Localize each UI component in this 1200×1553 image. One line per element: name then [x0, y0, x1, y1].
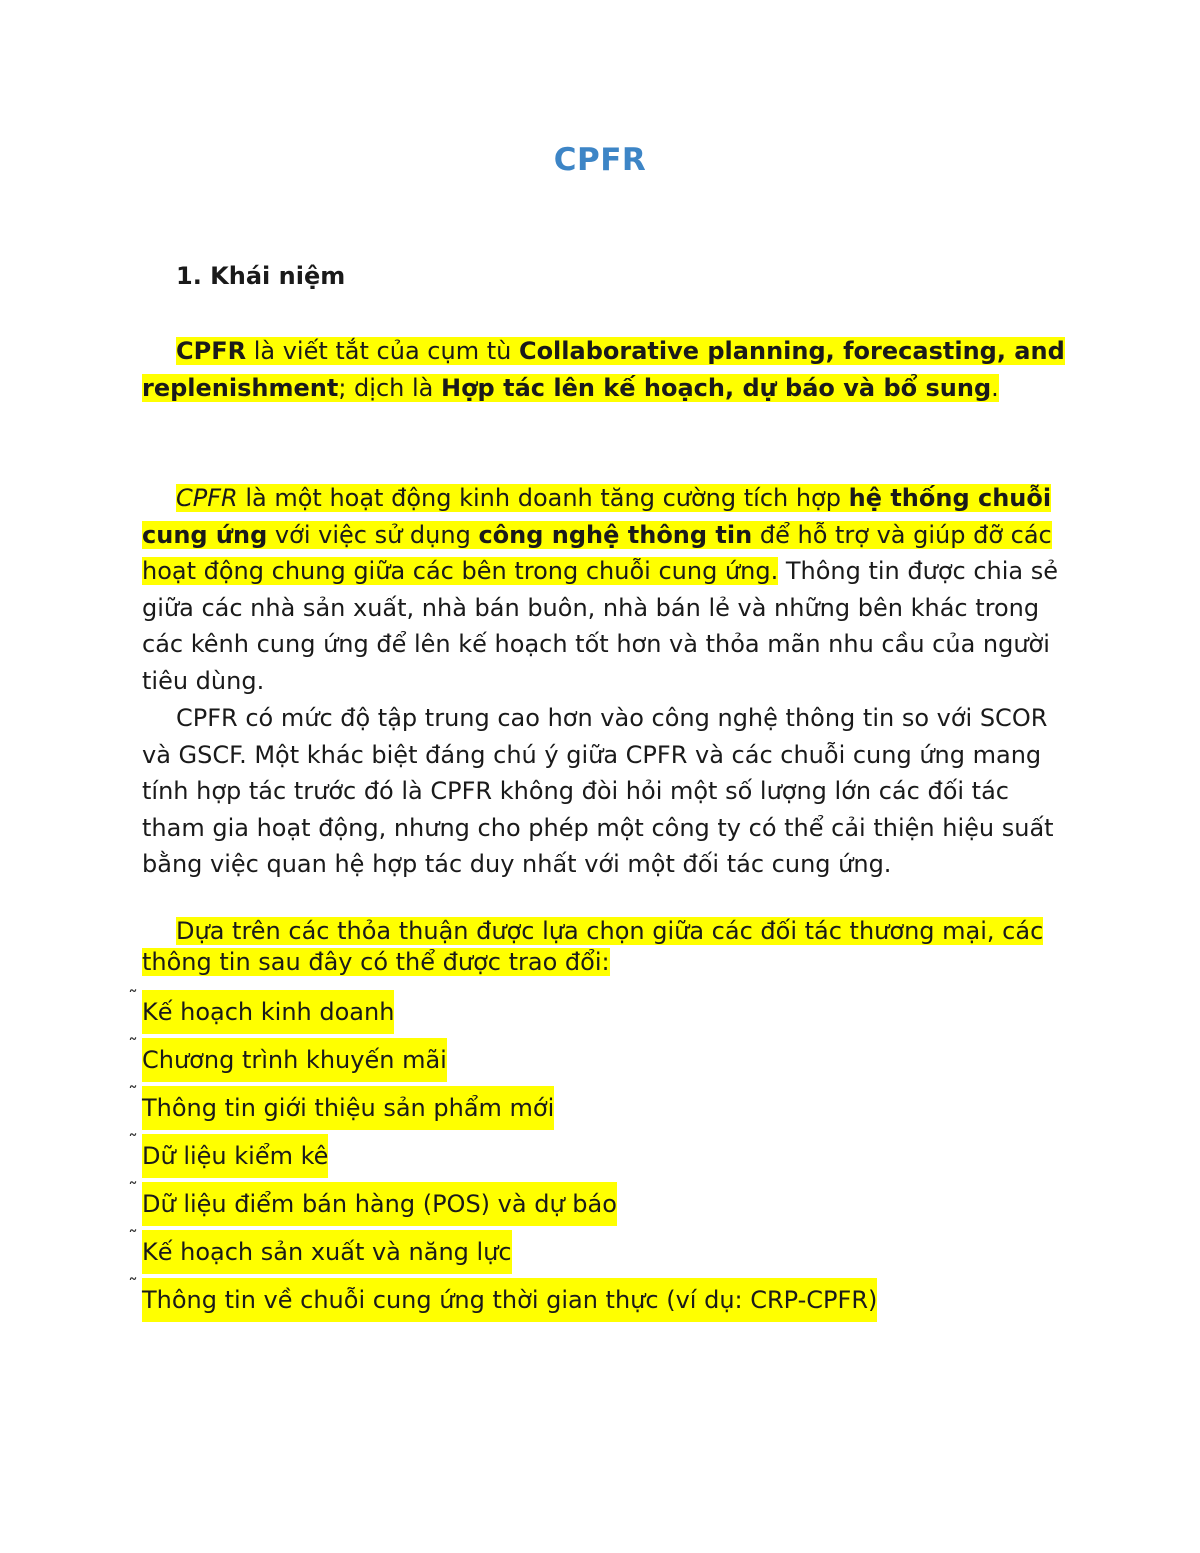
text-span: CPFR [176, 337, 247, 365]
list-item [128, 1226, 1128, 1278]
text-span: CPFR có mức độ tập trung cao hơn vào công nghệ thông tin so với SCOR và GSCF. Một khác biệt đáng chú ý giữa CPFR và các chuỗi cung ứng mang tính hợp tác trước đó là CPFR không đòi hỏi một số lượng lớn các đối tác tham gia hoạt động, nhưng cho phép một công ty có thể cải thiện hiệu suất bằng việc quan hệ hợp tác duy nhất với một đối tác cung ứng. [142, 704, 1054, 878]
paragraph-comparison [142, 700, 1072, 883]
bullet-mark: ˜ [128, 1082, 138, 1106]
list-item [128, 1130, 1128, 1182]
list-item [128, 1082, 1128, 1134]
bullet-mark: ˜ [128, 1130, 138, 1154]
document-title: CPFR [553, 142, 647, 178]
text-span: Hợp tác lên kế hoạch, dự báo và bổ sung [440, 373, 992, 402]
text-span: Collaborative planning, forecasting, and replenishment [142, 337, 1065, 402]
text-span: CPFR [176, 484, 238, 512]
text-span: là một hoạt động kinh doanh tăng cường tích hợp [237, 484, 849, 512]
list-item [128, 1178, 1128, 1230]
text-span: ; dịch là [338, 373, 441, 402]
list-item-text: Thông tin giới thiệu sản phẩm mới [142, 1086, 554, 1130]
bullet-mark: ˜ [128, 986, 138, 1010]
text-span: công nghệ thông tin [478, 520, 753, 549]
list-item-text: Chương trình khuyến mãi [142, 1038, 447, 1082]
bullet-mark: ˜ [128, 1178, 138, 1202]
list-item [128, 1034, 1128, 1086]
list-item-text: Thông tin về chuỗi cung ứng thời gian thực (ví dụ: CRP-CPFR) [142, 1278, 877, 1322]
text-span: hệ thống chuỗi cung ứng [142, 484, 1052, 549]
paragraph-exchange-intro [142, 916, 1072, 978]
section-heading: 1. Khái niệm [176, 262, 346, 290]
list-item-text: Dữ liệu kiểm kê [142, 1134, 328, 1178]
text-span: là viết tắt của cụm tù [246, 337, 519, 365]
text-span: . [991, 373, 999, 402]
list-item-text: Kế hoạch kinh doanh [142, 990, 394, 1034]
text-span: Dựa trên các thỏa thuận được lựa chọn giữa các đối tác thương mại, các thông tin sau đây có thể được trao đổi: [142, 917, 1044, 976]
bullet-mark: ˜ [128, 1226, 138, 1250]
bullet-list [128, 986, 1128, 1326]
bullet-mark: ˜ [128, 1034, 138, 1058]
text-span: Thông tin được chia sẻ giữa các nhà sản xuất, nhà bán buôn, nhà bán lẻ và những bên khác trong các kênh cung ứng để lên kế hoạch tốt hơn và thỏa mãn nhu cầu của người tiêu dùng. [142, 557, 1059, 695]
list-item [128, 1274, 1128, 1326]
list-item-text: Dữ liệu điểm bán hàng (POS) và dự báo [142, 1182, 617, 1226]
text-span: với việc sử dụng [267, 520, 479, 549]
list-item [128, 986, 1128, 1038]
paragraph-description [142, 480, 1072, 699]
bullet-mark: ˜ [128, 1274, 138, 1298]
paragraph-definition [142, 333, 1072, 406]
text-span: để hỗ trợ và giúp đỡ các hoạt động chung giữa các bên trong chuỗi cung ứng. [142, 520, 1052, 585]
list-item-text: Kế hoạch sản xuất và năng lực [142, 1230, 512, 1274]
